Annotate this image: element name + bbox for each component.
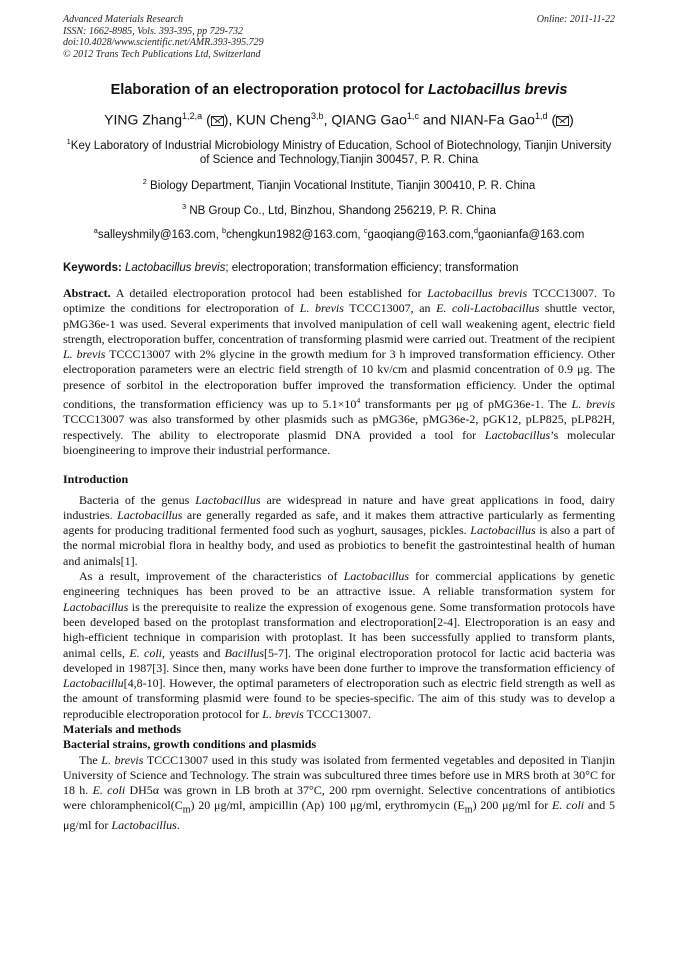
author-name: and NIAN-Fa Gao: [419, 111, 535, 128]
doi-line: doi:10.4028/www.scientific.net/AMR.393-395.729: [63, 37, 264, 48]
body-italic: Lactobacillus: [117, 507, 183, 522]
body-text: As a result, improvement of the characteristics of: [79, 569, 344, 584]
keywords-rest: ; electroporation; transformation efficiency; transformation: [225, 261, 519, 274]
body-sub: m: [182, 804, 191, 816]
body-italic: Lactobacillus: [343, 569, 410, 584]
running-header: [63, 14, 615, 60]
body-text: and 5 μg/ml for: [63, 798, 615, 833]
author-sup: 1,c: [406, 111, 419, 121]
body-text: Bacteria of the genus: [79, 492, 196, 507]
author-sup: 3,b: [310, 111, 324, 121]
intro-paragraph-2: [63, 569, 615, 722]
affiliation-text: Biology Department, Tianjin Vocational Institute, Tianjin 300410, P. R. China: [146, 180, 536, 193]
methods-heading: Materials and methods: [63, 721, 181, 736]
abstract: [63, 286, 615, 458]
body-italic: E. coli: [552, 798, 585, 813]
affiliation-text: NB Group Co., Ltd, Binzhou, Shandong 256219, P. R. China: [186, 205, 496, 218]
author-sup: 1,d: [534, 111, 548, 121]
intro-paragraph-1: [63, 493, 615, 569]
abstract-text: shuttle vector, pMG36e-1 was used. Several experiments that involved manipulation of cell wall weakening agent, electric field strength, electroporation buffer, concentration of transforming plasmid were carried out. Treatment of the recipient: [63, 301, 616, 346]
journal-name: Advanced Materials Research: [63, 14, 184, 25]
abstract-text: ’s molecular bioengineering to improve their industrial performance.: [63, 427, 616, 457]
abstract-italic: Lactobacillus: [484, 427, 551, 442]
abstract-italic: L. brevis: [63, 347, 106, 362]
body-italic: Lactobacillus: [63, 599, 129, 614]
body-text: DH5α was grown in LB broth at 37°C, 200 rpm overnight. Selective concentrations of antibiotics were chloramphenicol(C: [63, 783, 616, 813]
body-text: The: [79, 752, 102, 767]
body-text: ) 200 μg/ml for: [472, 798, 553, 813]
online-date: Online: 2011-11-22: [536, 14, 615, 25]
affiliation-sup: 1: [66, 136, 71, 146]
keywords: [63, 262, 615, 274]
email-d: gaonianfa@163.com: [478, 228, 585, 241]
envelope-icon: [556, 116, 569, 126]
affiliation-1: [63, 134, 615, 169]
body-italic: E. coli: [129, 645, 162, 660]
body-italic: Lactobacillus: [111, 818, 177, 833]
title-text: Elaboration of an electroporation protocol for: [110, 82, 428, 98]
email-sup: c: [363, 226, 368, 236]
methods-subheading: Bacterial strains, growth conditions and plasmids: [63, 737, 317, 752]
body-text: .: [176, 818, 180, 833]
body-italic: L. brevis: [262, 706, 304, 721]
email-c: gaoqiang@163.com,: [367, 228, 474, 241]
paper-page: [63, 14, 615, 833]
body-text: TCCC13007 used in this study was isolated from fermented vegetables and deposited in Tianjin University of Science and Technology. The strain was subcultured three times before use in MRS broth at 30°C for 18 h.: [63, 752, 616, 798]
author-name: YING Zhang: [104, 111, 182, 128]
body-text: [4,8-10]. However, the optimal parameters of electroporation such as electric field strength as well as the amount of transforming plasmid were found to be species-specific. The aim of this study was to develop a reproducible electroporation protocol for: [63, 676, 615, 721]
abstract-text: TCCC13007 with 2% glycine in the growth medium for 3 h improved transformation efficiency. Other electroporation parameters were an electric field strength of 10 kv/cm and plasmid concentration of 0.9 μg. The presence of sorbitol in the electroporation buffer improved the transformation efficiency. Under the optimal conditions, the transformation efficiency was up to 5.1×10: [63, 347, 616, 412]
body-text: for commercial applications by genetic engineering techniques has been proved to be an attractive issue. A reliable transformation system for: [63, 569, 615, 599]
body-text: is also a part of the normal microbial flora in healthy body, and used as probiotics to benefit the gastrointestinal health of human and animals[1].: [63, 523, 616, 568]
methods-paragraph: [63, 753, 615, 834]
body-text: , yeasts and: [162, 645, 225, 660]
abstract-text: A detailed electroporation protocol had been established for: [110, 285, 428, 300]
abstract-italic: L. brevis: [299, 301, 344, 316]
envelope-icon: [211, 116, 224, 126]
author-name: , QIANG Gao: [323, 111, 407, 128]
affiliation-text: Key Laboratory of Industrial Microbiology Ministry of Education, School of Biotechnology, Tianjin University of Science and Technology,Tianjin 300457, P. R. China: [70, 139, 612, 167]
abstract-text: TCCC13007. To optimize the conditions for electroporation of: [63, 285, 615, 316]
body-text: [5-7]. The original electroporation protocol for lactic acid bacteria was developed in 1987[3]. Since then, many works have been done further to improve the transformation efficiency of: [63, 645, 616, 675]
body-sub: m: [464, 804, 473, 816]
affiliation-sup: 2: [142, 177, 147, 187]
email-sup: d: [473, 226, 478, 236]
affiliation-3: [63, 199, 615, 219]
email-sup: b: [222, 226, 227, 236]
abstract-sup: 4: [356, 396, 361, 406]
body-italic: L. brevis: [101, 752, 144, 767]
title-italic: Lactobacillus brevis: [427, 82, 568, 98]
keywords-label: Keywords:: [63, 261, 125, 274]
body-italic: E. coli: [92, 783, 126, 798]
copyright-line: © 2012 Trans Tech Publications Ltd, Switzerland: [63, 48, 261, 60]
email-a: salleyshmily@163.com,: [97, 228, 222, 241]
author-list: YING Zhang$^{1,2,a}$ ( ), KUN Cheng$^{3,b}$, QIANG Gao$^{1,c}$ and NIAN-Fa Gao$^{1,d}$ ( ): [104, 111, 574, 128]
abstract-italic: E. coli-Lactobacillus: [436, 301, 540, 316]
paper-title: [63, 82, 615, 98]
affiliation-sup: 3: [181, 202, 187, 212]
author-sup: 1,2,a: [182, 111, 203, 121]
body-text: is the prerequisite to realize the expression of exogenous gene. Some transformation protocols have been developed based on the protoplast transformation and electroporation[2-4]. Electroporation is an easy and high-efficient technique in comparision with protoplast. It has been successfully applied to transform plants, animal cells,: [63, 599, 615, 660]
keywords-italic: Lactobacillus brevis: [125, 261, 226, 274]
body-italic: Lactobacillus: [470, 523, 536, 538]
body-italic: Lactobacillu: [63, 676, 124, 691]
abstract-text: transformants per μg of pMG36e-1. The: [360, 397, 572, 412]
author-name: , KUN Cheng: [228, 111, 311, 128]
body-italic: Bacillus: [224, 645, 264, 660]
abstract-italic: L. brevis: [571, 397, 615, 412]
abstract-text: TCCC13007 was also transformed by other plasmids such as pMG36e, pMG36e-2, pGK12, pLP825, pLP82H, respectively. The ability to electroporate plasmid DNA provided a tool for: [63, 412, 615, 442]
abstract-text: TCCC13007, an: [343, 301, 437, 316]
body-text: are widespread in nature and have great applications in food, dairy industries.: [63, 492, 616, 522]
abstract-label: Abstract.: [63, 285, 111, 300]
body-italic: Lactobacillus: [195, 492, 261, 507]
affiliation-2: [63, 174, 615, 194]
body-text: TCCC13007.: [303, 706, 371, 721]
email-b: chengkun1982@163.com,: [226, 228, 364, 241]
body-text: are generally regarded as safe, and it makes them attractive particularly as fermenting agents for producing traditional fermented food such as yoghurt, sausages, pickles.: [63, 507, 615, 538]
email-list: [63, 226, 615, 241]
introduction-heading: Introduction: [63, 472, 129, 487]
email-sup: a: [93, 226, 98, 236]
abstract-italic: Lactobacillus brevis: [427, 285, 528, 300]
body-text: ) 20 μg/ml, ampicillin (Ap) 100 μg/ml, erythromycin (E: [190, 798, 465, 813]
issn-line: ISSN: 1662-8985, Vols. 393-395, pp 729-732: [63, 25, 243, 37]
